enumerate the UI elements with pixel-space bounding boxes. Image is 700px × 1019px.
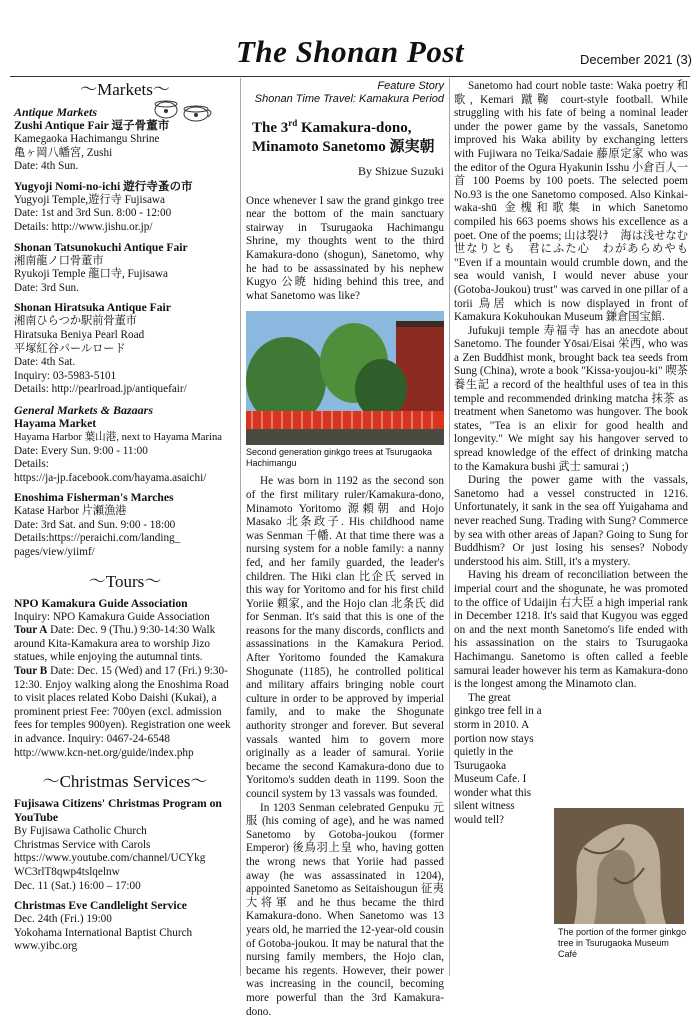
story-paragraph: Jufukuji temple 寿福寺 has an anecdote about Sanetomo. The founder Yōsai/Eisai 栄西, who was a Zen Buddhist monk, brought back tea seeds from Sung (China), wrote a book "Kissa-youjou-ki" 喫茶養生記 a record of the healthful uses of tea in this temple and recommended drinking matcha 抹茶 as treatment when Sanetomo was hungover. The book states, "Tea is an elixir for good health and longevity." We might say his hangover served to spread knowledge of the effect of drinking matcha to the Kamakura bushi 武士 samurai ;) bbox=[454, 324, 688, 473]
christmas-program-org: By Fujisawa Catholic Church bbox=[14, 825, 147, 838]
tour-b bbox=[14, 665, 236, 760]
photo1-caption: Second generation ginkgo trees at Tsurugaoka Hachimangu bbox=[246, 447, 432, 469]
market-venue-jp: 亀ヶ岡八幡宮, Zushi bbox=[14, 146, 113, 159]
christmas-program-title: Fujisawa Citizens' Christmas Program on YouTube bbox=[14, 797, 222, 825]
tour-a-label: Tour A bbox=[14, 624, 48, 637]
story-intro: Once whenever I saw the grand ginkgo tree near the bottom of the main sanctuary stairway in Tsurugaoka Hachimangu Shrine, my thoughts went to the third Kamakura-dono (shogun), Sanetomo, why he had to be assassinated by his nephew Kugyo 公暁 hiding behind this tree, and what Sanetomo was like? bbox=[246, 194, 444, 302]
market-details-link[interactable]: Details: http://www.jishu.or.jp/ bbox=[14, 220, 153, 233]
market-name: Hayama Market bbox=[14, 416, 97, 430]
issue-date: December 2021 (3) bbox=[580, 52, 692, 67]
christmas-eve-date: Dec. 24th (Fri.) 19:00 bbox=[14, 913, 112, 926]
christmas-eve-venue: Yokohama International Baptist Church bbox=[14, 926, 193, 939]
market-name-jp: 湘南龍ノ口骨董市 bbox=[14, 254, 104, 267]
antique-markets-heading: Antique Markets bbox=[14, 105, 98, 119]
story-paragraph: In 1203 Senman celebrated Genpuku 元服 (his coming of age), and he was named Sanetomo by Gotoba-joukou (former Emperor) 後鳥羽上皇 who, having gotten the wrong news that Yoriie had passed away (he was assassinated in 1204), appointed Sanetomo as Seitaishougun 征夷大将軍 and he thus became the third Kamakura-dono. When Sanetomo was 13 years old, he married the 12-year-old cousin of Gotoba-joukou. It may be natural that the nursing family members, the Hojo clan, became his regents. However, their power was increasing in the council, becoming more powerful than the 3rd Kamakura-dono. bbox=[246, 801, 444, 1018]
story-paragraph: During the power game with the vassals, Sanetomo had a vessel constructed in 1216. Unfortunately, it sank in the sea off Yuigahama and never reached Sung. Trading with Sung? Commerce by sea with other areas of Japan? Going to Sung for Buddhism? Or just losing his senses? Nobody understood his aim. Still, it's a mystery. bbox=[454, 474, 688, 568]
masthead-rule bbox=[10, 76, 690, 77]
market-name-jp: 湘南ひらつか駅前骨董市 bbox=[14, 315, 137, 328]
market-details-link[interactable]: Details:https://peraichi.com/landing_ bbox=[14, 532, 181, 545]
market-date: Date: Every Sun. 9:00 - 11:00 bbox=[14, 444, 148, 457]
market-name: Yugyoji Nomi-no-ichi 遊行寺蚤の市 bbox=[14, 179, 193, 193]
feature-label: Feature Story bbox=[377, 80, 444, 92]
market-venue: Yugyoji Temple,遊行寺 Fujisawa bbox=[14, 193, 165, 206]
markets-heading: ～Markets～ bbox=[80, 80, 170, 99]
photo2-caption: The portion of the former ginkgo tree in Tsurugaoka Museum Café bbox=[558, 927, 687, 959]
market-name: Shonan Hiratsuka Antique Fair bbox=[14, 301, 171, 315]
tour-b-label: Tour B bbox=[14, 665, 48, 678]
market-venue: Hayama Harbor 葉山港, next to Hayama Marina bbox=[14, 431, 222, 443]
listings-column bbox=[14, 80, 236, 954]
feature-series: Shonan Time Travel: Kamakura Period bbox=[254, 93, 444, 105]
tour-a-text: Date: Dec. 9 (Thu.) 9:30-14:30 Walk around Kita-Kamakura area to worship Jizo statues, while enjoying the autumnal tints. bbox=[14, 624, 216, 664]
christmas-program-date: Dec. 11 (Sat.) 16:00 – 17:00 bbox=[14, 879, 141, 892]
market-inquiry: Inquiry: 03-5983-5101 bbox=[14, 369, 117, 382]
market-venue: Ryukoji Temple 龍口寺, Fujisawa bbox=[14, 268, 168, 281]
market-venue: Kamegaoka Hachimangu Shrine bbox=[14, 133, 160, 145]
christmas-eve-link[interactable]: www.yibc.org bbox=[14, 940, 78, 953]
general-markets-heading: General Markets & Bazaars bbox=[14, 402, 154, 417]
market-details-label: Details: bbox=[14, 458, 49, 471]
market-tatsunokuchi bbox=[14, 241, 236, 296]
market-details-link[interactable]: Details: http://pearlroad.jp/antiquefair/ bbox=[14, 383, 187, 396]
story-paragraph: The great ginkgo tree fell in a storm in 2010. A portion now stays quietly in the Tsurugaoka Museum Cafe. I wonder what this silent witness would tell? bbox=[454, 691, 542, 827]
market-name: Shonan Tatsunokuchi Antique Fair bbox=[14, 240, 188, 254]
market-date: Date: 4th Sun. bbox=[14, 160, 79, 173]
teacups-icon bbox=[152, 90, 216, 124]
market-venue-jp: 平塚紅谷パールロード bbox=[14, 342, 126, 355]
christmas-program-desc: Christmas Service with Carols bbox=[14, 838, 151, 851]
christmas-heading: ～Christmas Services～ bbox=[42, 772, 208, 792]
ginkgo-shrine-photo bbox=[246, 311, 444, 445]
market-date: Date: 3rd Sun. bbox=[14, 281, 79, 294]
story-byline: By Shizue Suzuki bbox=[358, 164, 444, 178]
market-date: Date: 4th Sat. bbox=[14, 356, 76, 369]
market-venue: Hiratsuka Beniya Pearl Road bbox=[14, 328, 145, 341]
tours-heading: ～Tours～ bbox=[88, 571, 162, 591]
story-paragraph: Having his dream of reconciliation between the imperial court and the shogunate, he was promoted to the office of Udaijin 右大臣 a high imperial rank in December 1218. It's said that Kugyou was egged on and the next month Sanetomo's life ended with his assassination on the stairs to Tsurugaoka Hachimangu. Sanetomo is often called a feeble samurai leader however his term as Kamakura-dono is the longest among the Minamoto clan. bbox=[454, 569, 688, 691]
newsletter-title: The Shonan Post bbox=[235, 34, 464, 69]
market-enoshima bbox=[14, 491, 236, 559]
tour-a bbox=[14, 624, 236, 665]
market-hayama bbox=[14, 417, 236, 485]
ginkgo-trunk-photo bbox=[554, 808, 684, 924]
tour-organizer: NPO Kamakura Guide Association bbox=[14, 596, 188, 610]
market-details-link-cont[interactable]: pages/view/yiimf/ bbox=[14, 546, 95, 559]
feature-column-2 bbox=[454, 80, 700, 828]
christmas-program-link[interactable]: https://www.youtube.com/channel/UCYkg bbox=[14, 852, 206, 865]
market-name: Zushi Antique Fair 逗子骨董市 bbox=[14, 119, 170, 132]
market-details-link[interactable]: https://ja-jp.facebook.com/hayama.asaichi/ bbox=[14, 471, 207, 484]
christmas-eve-title: Christmas Eve Candlelight Service bbox=[14, 899, 187, 913]
feature-column-1 bbox=[246, 80, 444, 1019]
market-date: Date: 1st and 3rd Sun. 8:00 - 12:00 bbox=[14, 207, 172, 220]
market-venue: Katase Harbor 片瀬漁港 bbox=[14, 505, 127, 518]
story-title: The 3rd Kamakura-dono, Minamoto Sanetomo 源実朝 bbox=[252, 118, 435, 155]
tour-b-text: Date: Dec. 15 (Wed) and 17 (Fri.) 9:30-12:30. Enjoy walking along the Enoshima Road to visit places related Kobo Daishi (Kukai), a prominent priest Fee: 700yen (excl. admission fees for temples 900yen). Registration one week in advance. Inquiry: 0467-24-6548 http://www.kcn-net.org/guide/index.php bbox=[14, 665, 231, 759]
story-paragraph: He was born in 1192 as the second son of the first military ruler/Kamakura-dono, Minamoto Yoritomo 源頼朝 and Hojo Masako 北条政子. His childhood name was Senman 千幡. At that time there was a nursing system for a noble family: a nanny fed, and her family guarded, the leader's children. The Hiki clan 比企氏 served in this way for Yoritomo and for his first child Yoriie 頼家, and the Hojo clan 北条氏 did for Senman. It's said that this is one of the reasons for the many discords, conflicts and assassinations in the Kamakura Period. After Yoritomo founded the Kamakura Shogunate (1185), he controlled political and military affairs bringing noble court culture in order to be approved by imperial family, and to make the Shogunate authority stronger and forever. But several vassals wanted him to govern more originally as a leader of samurai. Yoriie became the second Kamakura-dono due to Yoritomo's sudden death in 1199. Soon the council system by 13 vassals was founded. bbox=[246, 475, 444, 800]
story-paragraph: Sanetomo had court noble taste: Waka poetry 和歌, Kemari 蹴鞠 court-style football. While struggling with his fate of being a nominal leader under the power game by the vassals, Sanetomo improved his Waka ability by exchanging letters with Fujiwara no Teika/Sadaie 藤原定家 who was the editor of the Ogura Hyakunin Isshu 小倉百人一首 100 Poems by 100 poets. The selected poem No.93 is the one Sanetomo composed. Also Kinkai-waka-shū 金槐和歌集 in which Sanetomo compiled his 663 poems shows his excellence as a poet. One of the poems; 山は裂け 海は浅せなむ 世なりとも 君にふた心 わがあらめやも "Even if a mountain would crumble down, and the sea would vanish, I would never abuse your (Gotoba-Joukou) trust" was carved in one pillar of a torii 鳥居 which is now displayed in front of Kamakura Kokuhoukan Museum 鎌倉国宝館. bbox=[454, 80, 700, 324]
market-date: Date: 3rd Sat. and Sun. 9:00 - 18:00 bbox=[14, 518, 176, 531]
column-divider-1 bbox=[240, 78, 241, 976]
market-zushi bbox=[14, 119, 236, 174]
tour-inquiry: Inquiry: NPO Kamakura Guide Association bbox=[14, 610, 210, 623]
column-divider-2 bbox=[449, 78, 450, 976]
market-name: Enoshima Fisherman's Marches bbox=[14, 491, 174, 505]
market-hiratsuka bbox=[14, 301, 236, 397]
christmas-program-link-cont[interactable]: WC3rlT8qwp4tslqelnw bbox=[14, 865, 120, 878]
market-yugyoji bbox=[14, 180, 236, 235]
